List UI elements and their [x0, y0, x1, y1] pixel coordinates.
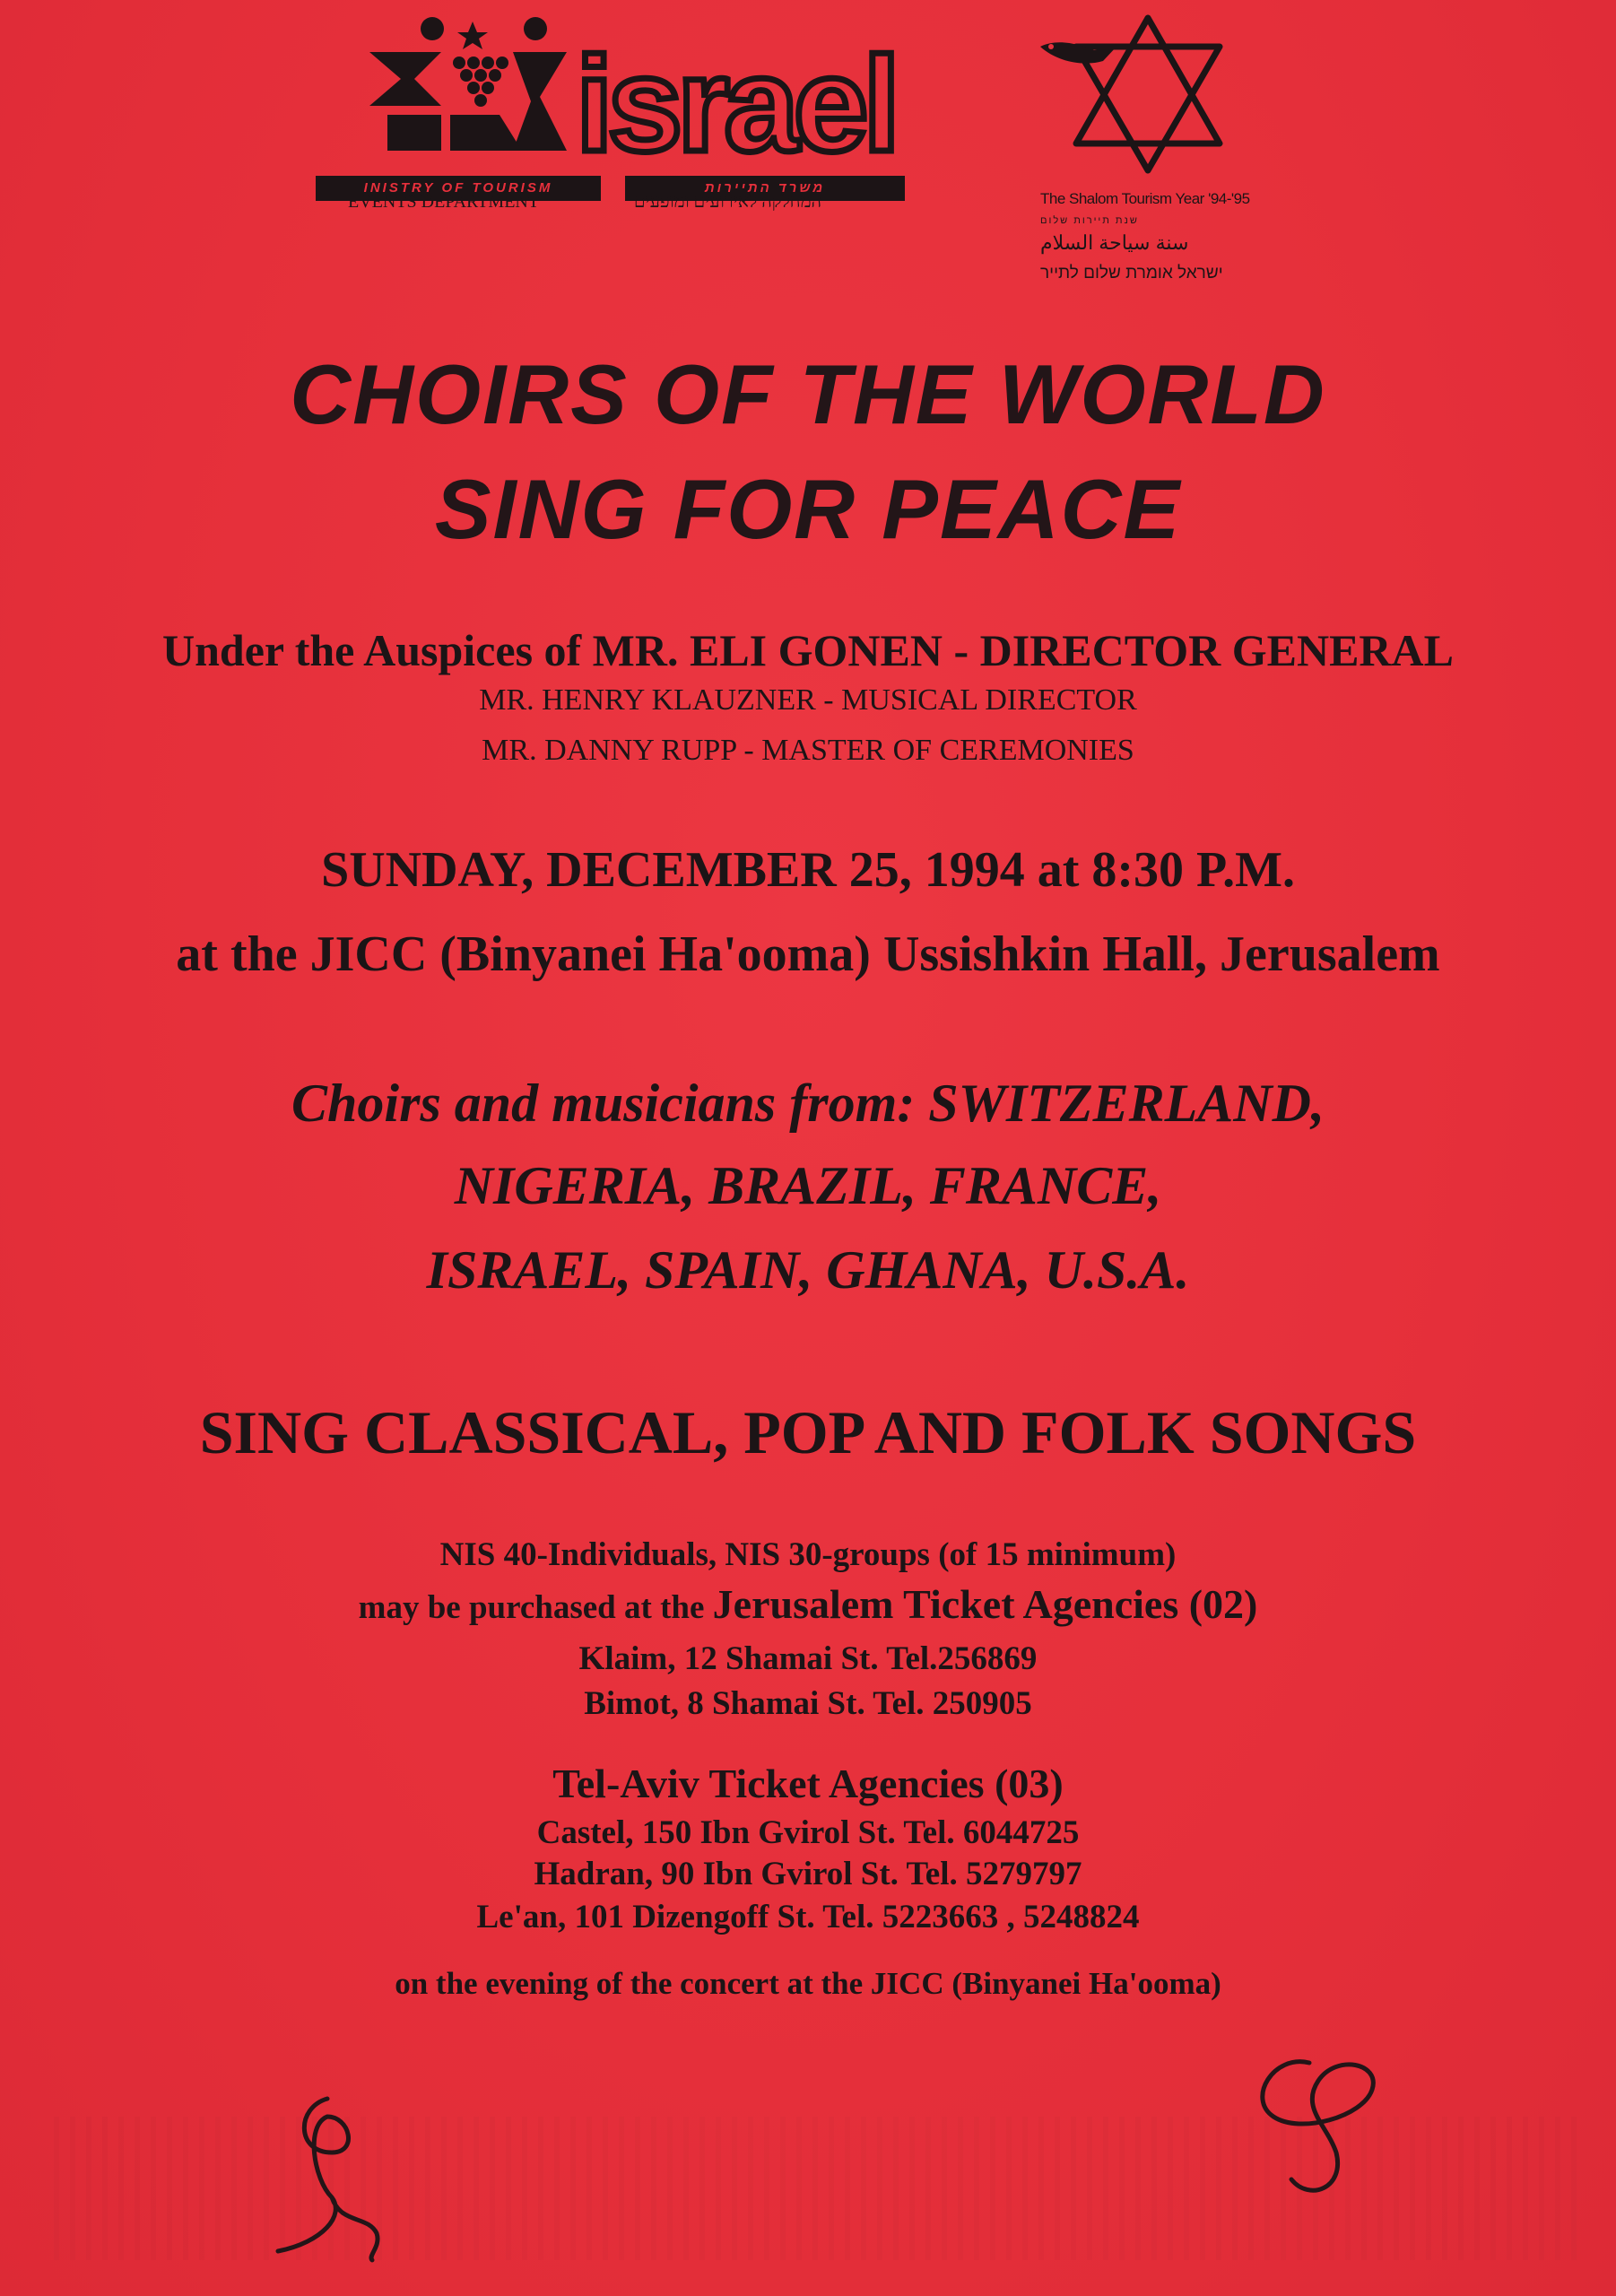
events-department-en: EVENTS DEPARTMENT	[348, 192, 540, 212]
choirs-line-3: ISRAEL, SPAIN, GHANA, U.S.A.	[426, 1240, 1190, 1300]
program-line: SING CLASSICAL, POP AND FOLK SONGS	[199, 1398, 1417, 1466]
jerusalem-agency: Klaim, 12 Shamai St. Tel.256869	[578, 1640, 1038, 1677]
event-date-time: SUNDAY, DECEMBER 25, 1994 at 8:30 P.M.	[321, 842, 1295, 898]
ministry-label-he: משרד התיירות	[625, 176, 905, 201]
choirs-line-2: NIGERIA, BRAZIL, FRANCE,	[454, 1156, 1162, 1215]
jerusalem-agencies-heading: Jerusalem Ticket Agencies (02)	[712, 1581, 1258, 1627]
ticket-prices: NIS 40-Individuals, NIS 30-groups (of 15 minimum)	[439, 1536, 1177, 1573]
auspices-line: Under the Auspices of MR. ELI GONEN - DIRECTOR GENERAL	[162, 625, 1454, 675]
events-department-he: המחלקה לאירועים ומופעים	[634, 192, 821, 212]
master-of-ceremonies-line: MR. DANNY RUPP - MASTER OF CEREMONIES	[482, 734, 1134, 767]
telaviv-agencies-heading: Tel-Aviv Ticket Agencies (03)	[552, 1761, 1064, 1806]
signature-left	[242, 2090, 421, 2269]
peace-year-ar: سنة سياحة السلام	[1040, 231, 1189, 254]
israel-logo-graphic	[316, 16, 908, 169]
title-line-1: CHOIRS OF THE WORLD	[290, 347, 1326, 441]
telaviv-agency: Hadran, 90 Ibn Gvirol St. Tel. 5279797	[534, 1856, 1082, 1892]
evening-sale-note: on the evening of the concert at the JICC (Binyanei Ha'ooma)	[395, 1966, 1221, 2001]
choirs-line-1: Choirs and musicians from: SWITZERLAND,	[291, 1074, 1325, 1133]
purchase-line	[0, 1580, 1616, 1628]
signature-right	[1238, 2045, 1417, 2224]
star-of-david-dove-icon	[1031, 11, 1264, 181]
title-line-2: SING FOR PEACE	[434, 462, 1182, 556]
logo-wordmark: israel	[576, 29, 895, 169]
ministry-of-tourism-logo	[316, 16, 908, 222]
peace-year-he-small: שנת תיירות שלום	[1040, 215, 1139, 226]
event-venue: at the JICC (Binyanei Ha'ooma) Ussishkin Hall, Jerusalem	[176, 926, 1440, 982]
purchase-prefix: may be purchased at the	[358, 1589, 705, 1626]
telaviv-agency: Castel, 150 Ibn Gvirol St. Tel. 6044725	[536, 1814, 1080, 1851]
telaviv-agency: Le'an, 101 Dizengoff St. Tel. 5223663 , 5248824	[476, 1899, 1140, 1935]
peace-year-en: The Shalom Tourism Year '94-'95	[1040, 190, 1250, 207]
ministry-label-en: INISTRY OF TOURISM	[316, 176, 601, 201]
peace-tourism-year-logo	[1031, 11, 1273, 307]
musical-director-line: MR. HENRY KLAUZNER - MUSICAL DIRECTOR	[479, 683, 1137, 717]
peace-year-he: ישראל אומרת שלום לתייר	[1040, 264, 1223, 283]
jerusalem-agency: Bimot, 8 Shamai St. Tel. 250905	[584, 1685, 1032, 1722]
